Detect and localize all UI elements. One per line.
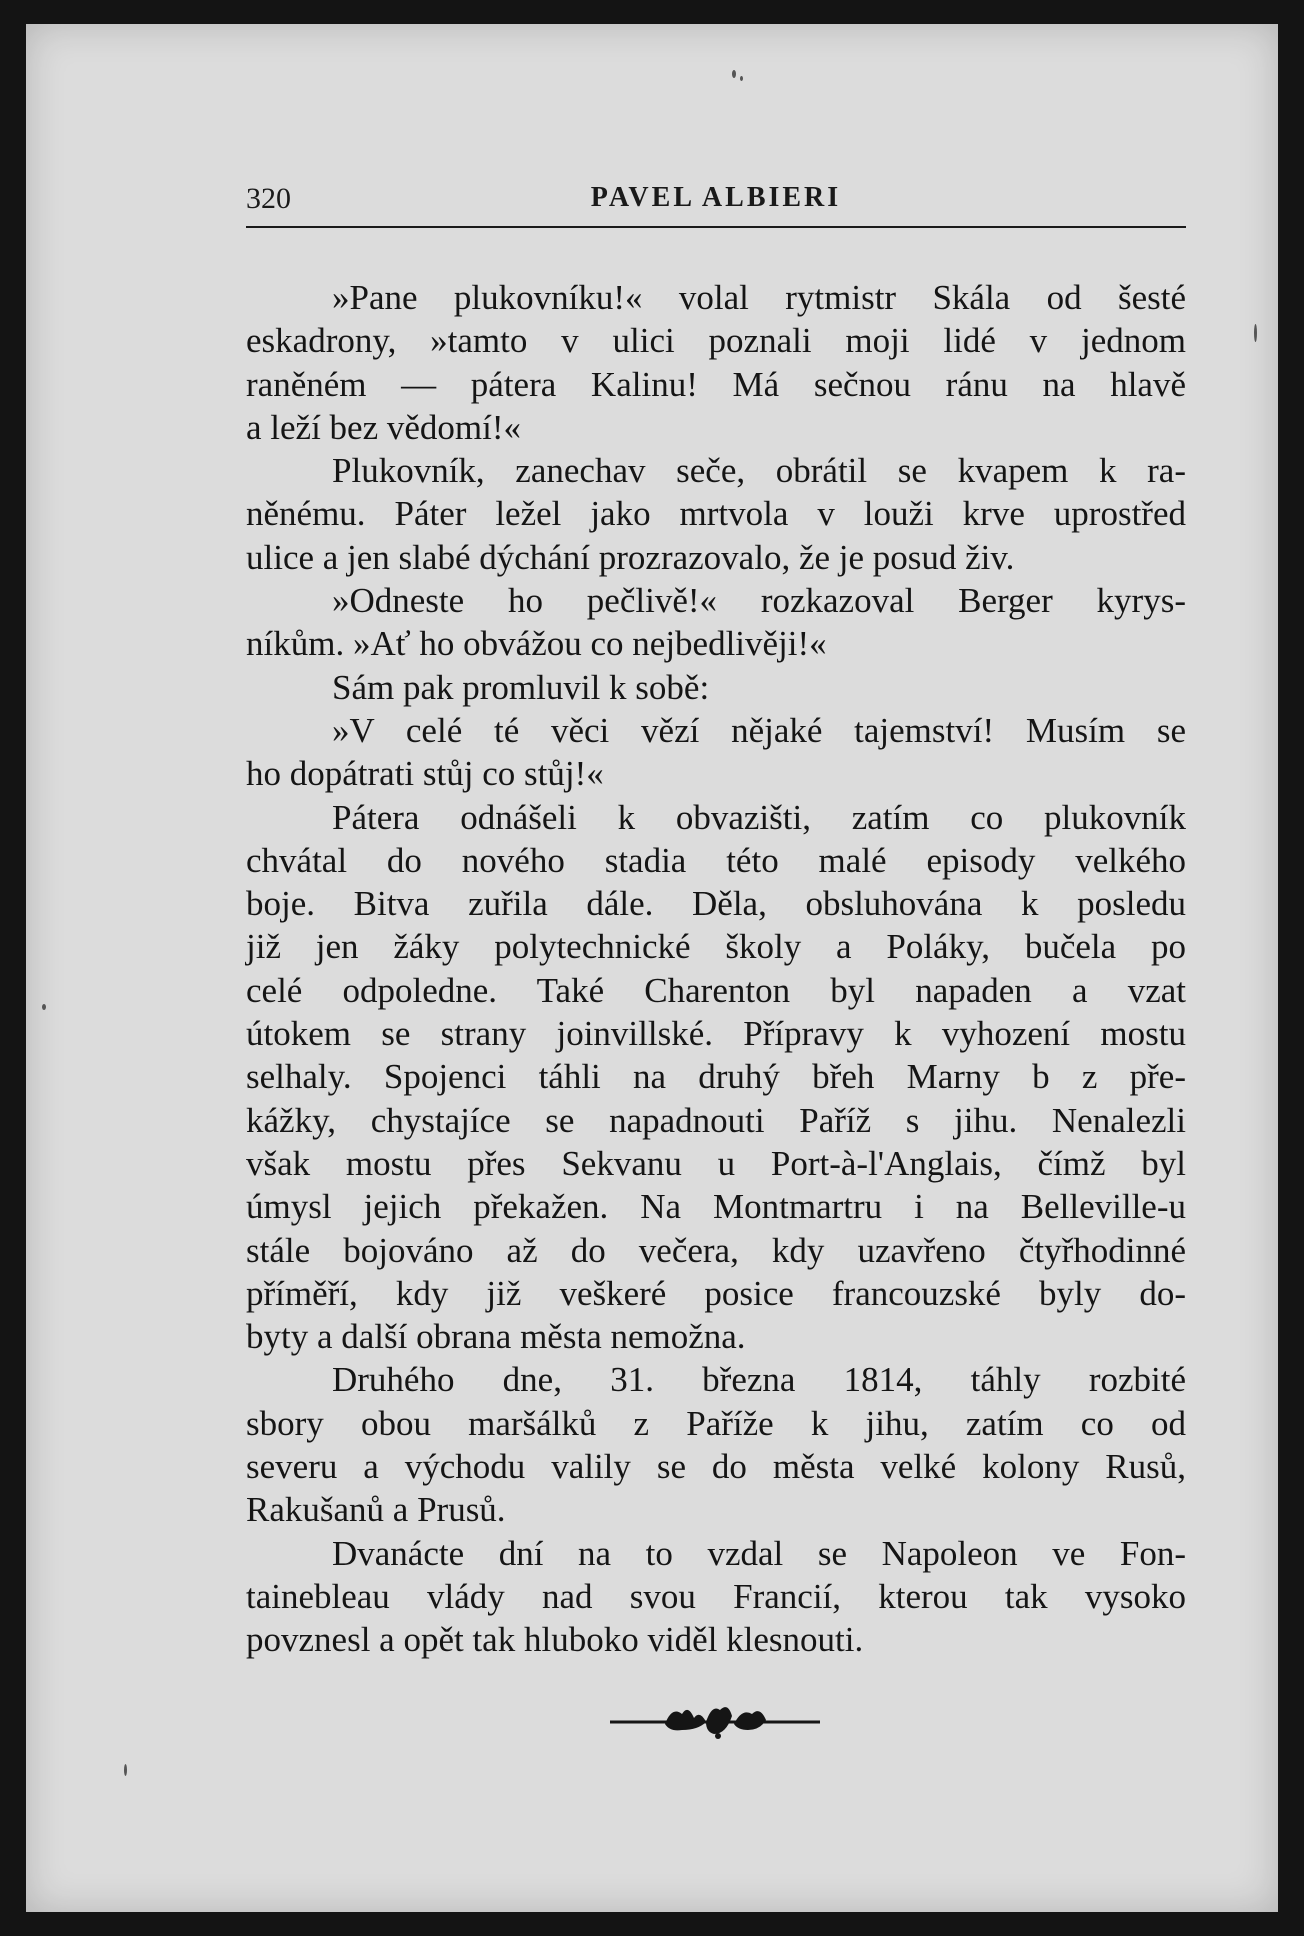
paragraph (246, 796, 1186, 1359)
text-line: něnému. Páter ležel jako mrtvola v louži krve uprostřed (246, 494, 1186, 534)
text-line: stále bojováno až do večera, kdy uzavřeno čtyřhodinné (246, 1230, 1186, 1270)
text-line: Pátera odnášeli k obvazišti, zatím co plukovník (332, 797, 1186, 837)
text-line: chvátal do nového stadia této malé episody velkého (246, 840, 1186, 880)
paragraph (246, 579, 1186, 666)
text-line: »Pane plukovníku!« volal rytmistr Skála od šesté (332, 278, 1186, 317)
text-line: eskadrony, »tamto v ulici poznali moji lidé v jednom (246, 321, 1186, 361)
text-line: ulice a jen slabé dýchání prozrazovalo, že je posud živ. (246, 537, 1015, 577)
text-line: celé odpoledne. Také Charenton byl napaden a vzat (246, 970, 1186, 1010)
text-line: níkům. »Ať ho obvážou co nejbedlivěji!« (246, 624, 827, 664)
text-line: Rakušanů a Prusů. (246, 1490, 506, 1530)
text-line: boje. Bitva zuřila dále. Děla, obsluhována k posledu (246, 884, 1186, 924)
text-line: »Odneste ho pečlivě!« rozkazoval Berger kyrys- (332, 581, 1186, 621)
text-line: však mostu přes Sekvanu u Port-à-l'Anglais, čímž byl (246, 1143, 1186, 1183)
text-line: útokem se strany joinvillské. Přípravy k vyhození mostu (246, 1014, 1186, 1054)
text-line: ho dopátrati stůj co stůj!« (246, 754, 604, 794)
paragraph (246, 276, 1186, 449)
page-header (246, 178, 1186, 228)
text-line: Sám pak promluvil k sobě: (332, 667, 710, 707)
text-line: byty a další obrana města nemožna. (246, 1317, 746, 1357)
text-line: raněném — pátera Kalinu! Má sečnou ránu na hlavě (246, 364, 1186, 404)
text-line: a leží bez vědomí!« (246, 407, 522, 447)
text-line: kážky, chystajíce se napadnouti Paříž s jihu. Nenalezli (246, 1100, 1186, 1140)
tailpiece-ornament-icon (610, 1700, 820, 1740)
running-title: PAVEL ALBIERI (590, 182, 842, 213)
paragraph (246, 1358, 1186, 1531)
page-number: 320 (246, 182, 291, 215)
text-line: »V celé té věci vězí nějaké tajemství! Musím se (332, 710, 1186, 750)
text-line: již jen žáky polytechnické školy a Poláky, bučela po (246, 927, 1186, 967)
paragraph (246, 709, 1186, 796)
text-line: povznesl a opět tak hluboko viděl klesnouti. (246, 1620, 864, 1660)
paragraph (246, 1532, 1186, 1662)
body-text (246, 276, 1186, 1662)
text-line: severu a východu valily se do města velké kolony Rusů, (246, 1447, 1186, 1487)
text-line: sbory obou maršálků z Paříže k jihu, zatím co od (246, 1403, 1186, 1443)
text-line: Druhého dne, 31. března 1814, táhly rozbité (332, 1360, 1186, 1400)
text-line: příměří, kdy již veškeré posice francouzské byly do- (246, 1273, 1186, 1313)
text-line: Plukovník, zanechav seče, obrátil se kvapem k ra- (332, 451, 1186, 491)
text-line: úmysl jejich překažen. Na Montmartru i na Belleville-u (246, 1187, 1186, 1227)
paragraph (246, 666, 1186, 709)
text-line: tainebleau vlády nad svou Francií, kterou tak vysoko (246, 1576, 1186, 1616)
text-line: selhaly. Spojenci táhli na druhý břeh Marny b z pře- (246, 1057, 1186, 1097)
text-line: Dvanácte dní na to vzdal se Napoleon ve Fon- (332, 1533, 1186, 1573)
paragraph (246, 449, 1186, 579)
